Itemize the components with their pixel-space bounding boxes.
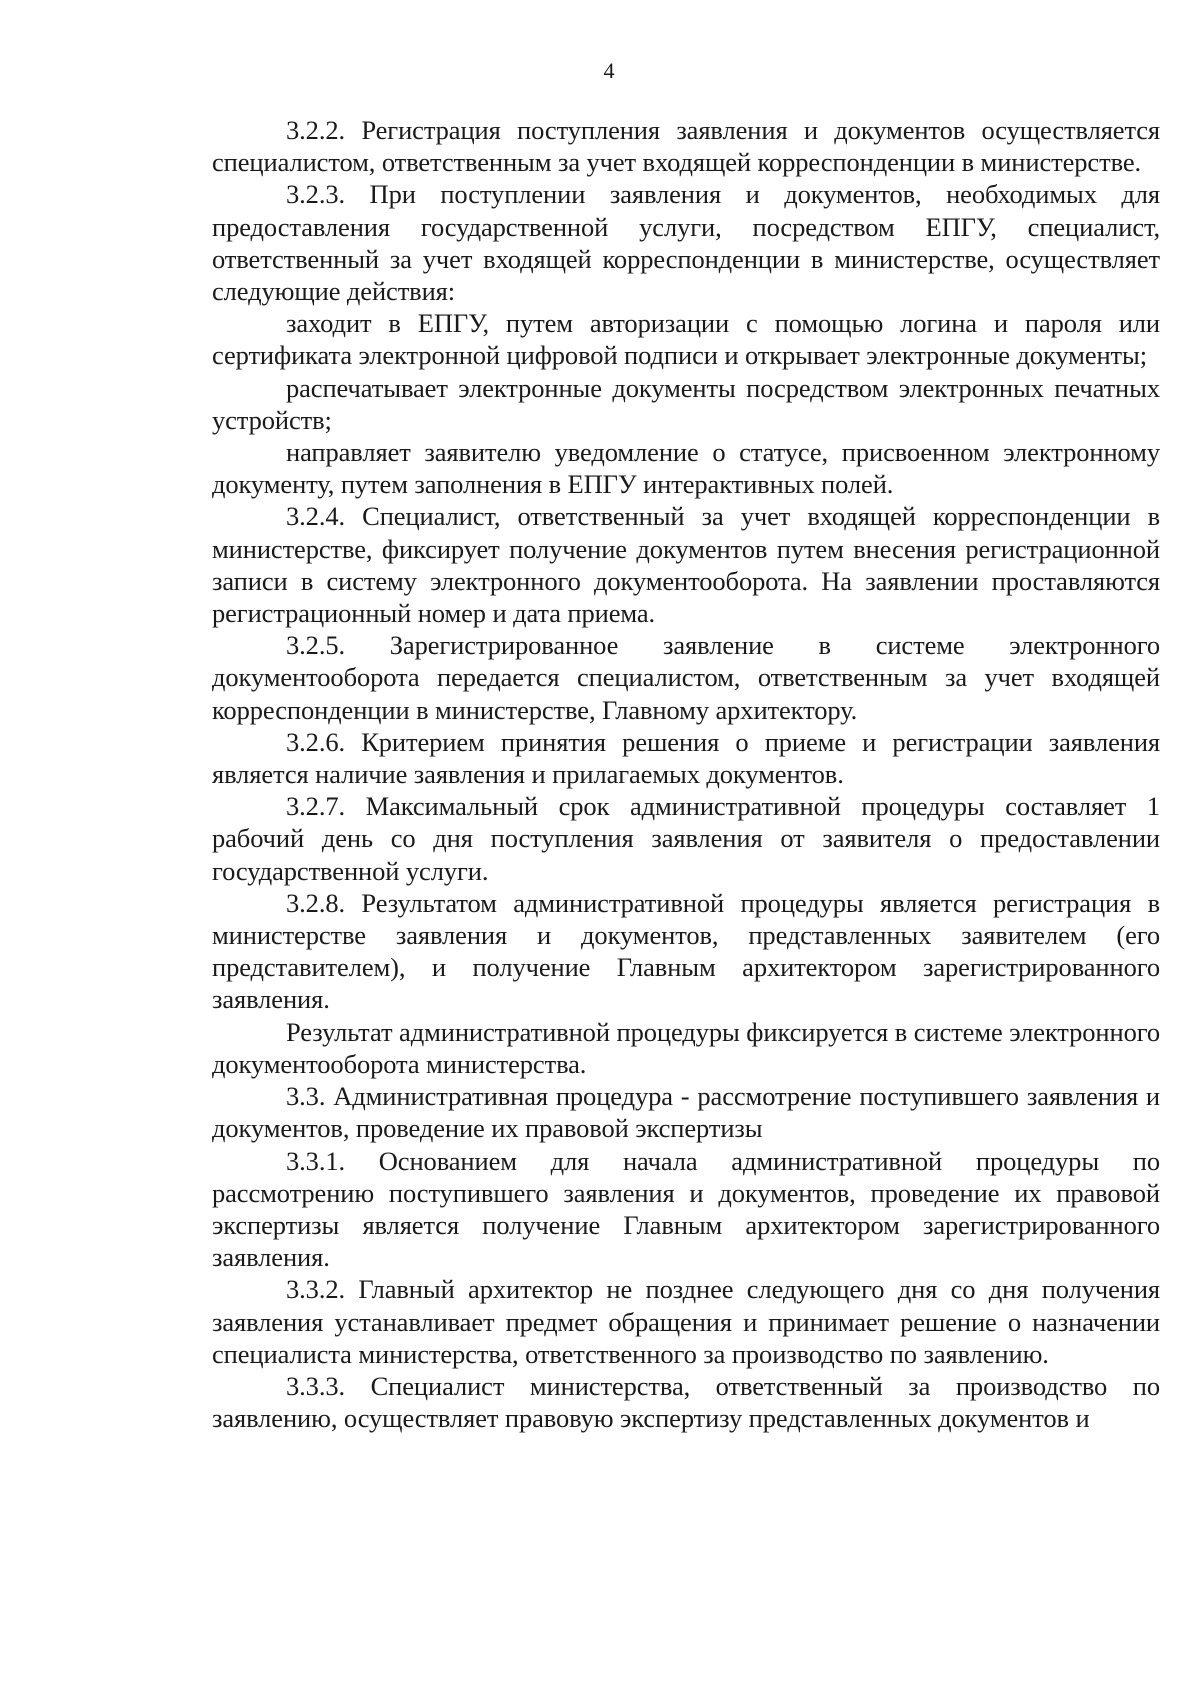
paragraph-action-login: заходит в ЕПГУ, путем авторизации с помощью логина и пароля или сертификата электронной цифровой подписи и открывает электронные документы; — [212, 308, 1160, 371]
paragraph-3-3-3: 3.3.3. Специалист министерства, ответственный за производство по заявлению, осуществляет правовую экспертизу представленных документов и — [212, 1370, 1160, 1434]
page-number: 4 — [603, 58, 615, 83]
paragraph-3-3-2: 3.3.2. Главный архитектор не позднее следующего дня со дня получения заявления устанавливает предмет обращения и принимает решение о назначении специалиста министерства, ответственного за производство по заявлению. — [212, 1274, 1160, 1369]
document-body — [212, 114, 1160, 1434]
paragraph-3-2-8: 3.2.8. Результатом административной процедуры является регистрация в министерстве заявления и документов, представленных заявителем (его представителем), и получение Главным архитектором зарегистрированного заявления. — [212, 887, 1160, 1015]
paragraph-3-3: 3.3. Административная процедура - рассмотрение поступившего заявления и документов, проведение их правовой экспертизы — [212, 1081, 1160, 1144]
paragraph-3-2-2: 3.2.2. Регистрация поступления заявления и документов осуществляется специалистом, ответственным за учет входящей корреспонденции в министерстве. — [212, 115, 1160, 178]
paragraph-action-notify: направляет заявителю уведомление о статусе, присвоенном электронному документу, путем заполнения в ЕПГУ интерактивных полей. — [212, 437, 1160, 500]
paragraph-3-2-5: 3.2.5. Зарегистрированное заявление в системе электронного документооборота передается специалистом, ответственным за учет входящей корреспонденции в министерстве, Главному архитектору. — [212, 630, 1160, 725]
paragraph-3-2-3: 3.2.3. При поступлении заявления и документов, необходимых для предоставления государственной услуги, посредством ЕПГУ, специалист, ответственный за учет входящей корреспонденции в министерстве, осуществляет следующие действия: — [212, 179, 1160, 307]
paragraph-3-2-7: 3.2.7. Максимальный срок административной процедуры составляет 1 рабочий день со дня поступления заявления от заявителя о предоставлении государственной услуги. — [212, 791, 1160, 886]
paragraph-result: Результат административной процедуры фиксируется в системе электронного документооборота министерства. — [212, 1016, 1160, 1079]
paragraph-3-3-1: 3.3.1. Основанием для начала административной процедуры по рассмотрению поступившего заявления и документов, проведение их правовой экспертизы является получение Главным архитектором зарегистрированного заявления. — [212, 1145, 1160, 1273]
paragraph-3-2-4: 3.2.4. Специалист, ответственный за учет входящей корреспонденции в министерстве, фиксирует получение документов путем внесения регистрационной записи в систему электронного документооборота. На заявлении проставляются регистрационный номер и дата приема. — [212, 501, 1160, 629]
paragraph-3-2-6: 3.2.6. Критерием принятия решения о приеме и регистрации заявления является наличие заявления и прилагаемых документов. — [212, 726, 1160, 790]
paragraph-action-print: распечатывает электронные документы посредством электронных печатных устройств; — [212, 372, 1160, 435]
